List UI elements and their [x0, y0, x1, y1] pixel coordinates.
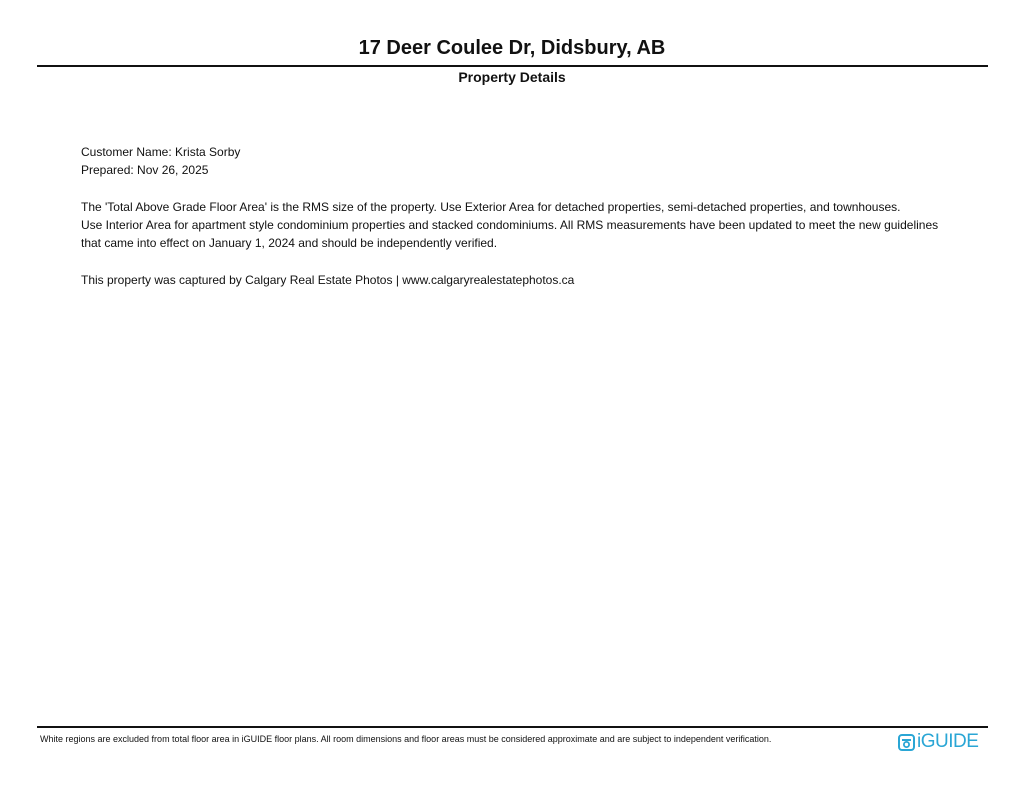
iguide-logo-text: iGUIDE — [917, 731, 979, 752]
page-title: 17 Deer Coulee Dr, Didsbury, AB — [358, 37, 666, 59]
customer-name: Customer Name: Krista Sorby — [81, 145, 241, 159]
iguide-logo-icon — [898, 734, 915, 751]
footer-divider — [37, 726, 988, 728]
spacer — [81, 252, 961, 271]
header-divider — [37, 65, 988, 67]
spacer — [81, 179, 961, 198]
capture-credit: This property was captured by Calgary Real Estate Photos | www.calgaryrealestatephotos.ca — [81, 273, 575, 287]
property-details-section — [81, 143, 961, 289]
notice-line: The 'Total Above Grade Floor Area' is the RMS size of the property. Use Exterior Area for detached properties, semi-detached properties, and townhouses. — [81, 200, 901, 214]
footer-disclaimer: White regions are excluded from total floor area in iGUIDE floor plans. All room dimensions and floor areas must be considered approximate and are subject to independent verification. — [40, 734, 772, 744]
notice-line: Use Interior Area for apartment style condominium properties and stacked condominiums. All RMS measurements have been updated to meet the new guidelines — [81, 218, 939, 232]
iguide-logo — [898, 730, 978, 754]
prepared-date: Prepared: Nov 26, 2025 — [81, 163, 209, 177]
page-subtitle: Property Details — [458, 69, 566, 85]
notice-line: that came into effect on January 1, 2024 and should be independently verified. — [81, 236, 498, 250]
